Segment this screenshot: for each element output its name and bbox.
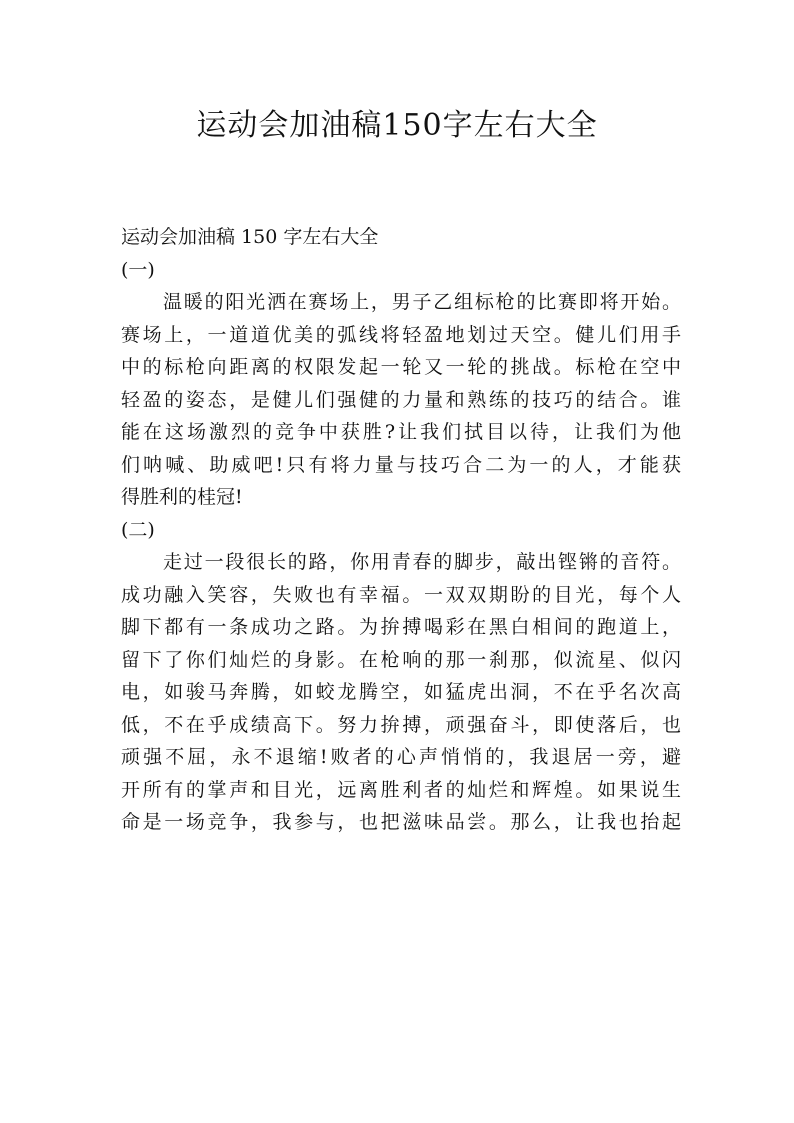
paragraph-line: 中的标枪向距离的权限发起一轮又一轮的挑战。标枪在空中 — [121, 356, 681, 378]
paragraph-line: 留下了你们灿烂的身影。在枪响的那一刹那，似流星、似闪 — [121, 648, 681, 671]
paragraph-line: 开所有的掌声和目光，远离胜利者的灿烂和辉煌。如果说生 — [121, 778, 681, 801]
paragraph-line: 赛场上，一道道优美的弧线将轻盈地划过天空。健儿们用手 — [121, 323, 681, 346]
paragraph-line: 成功融入笑容，失败也有幸福。一双双期盼的目光，每个人 — [121, 583, 681, 606]
paragraph-line: 脚下都有一条成功之路。为拚搏喝彩在黑白相间的跑道上， — [121, 616, 681, 638]
paragraph-line: 低，不在乎成绩高下。努力拚搏，顽强奋斗，即使落后，也 — [121, 713, 681, 736]
document-title: 运动会加油稿150字左右大全 — [196, 108, 598, 143]
paragraph-line: 们呐喊、助威吧!只有将力量与技巧合二为一的人，才能获 — [121, 453, 681, 476]
section-heading-2: (二) — [121, 518, 155, 541]
paragraph-line: 温暖的阳光洒在赛场上，男子乙组标枪的比赛即将开始。 — [163, 291, 681, 313]
section-heading-1: (一) — [121, 258, 155, 281]
document-subtitle: 运动会加油稿 150 字左右大全 — [121, 226, 379, 248]
document-body — [121, 221, 681, 839]
paragraph-line: 得胜利的桂冠! — [121, 486, 243, 508]
paragraph-line: 能在这场激烈的竞争中获胜?让我们拭目以待，让我们为他 — [121, 421, 681, 443]
paragraph-line: 轻盈的姿态，是健儿们强健的力量和熟练的技巧的结合。谁 — [121, 388, 681, 411]
paragraph-line: 走过一段很长的路，你用青春的脚步，敲出铿锵的音符。 — [163, 551, 681, 573]
paragraph-line: 命是一场竞争，我参与，也把滋味品尝。那么，让我也抬起 — [121, 811, 681, 833]
paragraph-line: 电，如骏马奔腾，如蛟龙腾空，如猛虎出洞，不在乎名次高 — [121, 681, 681, 703]
paragraph-line: 顽强不屈，永不退缩!败者的心声悄悄的，我退居一旁，避 — [121, 746, 681, 768]
